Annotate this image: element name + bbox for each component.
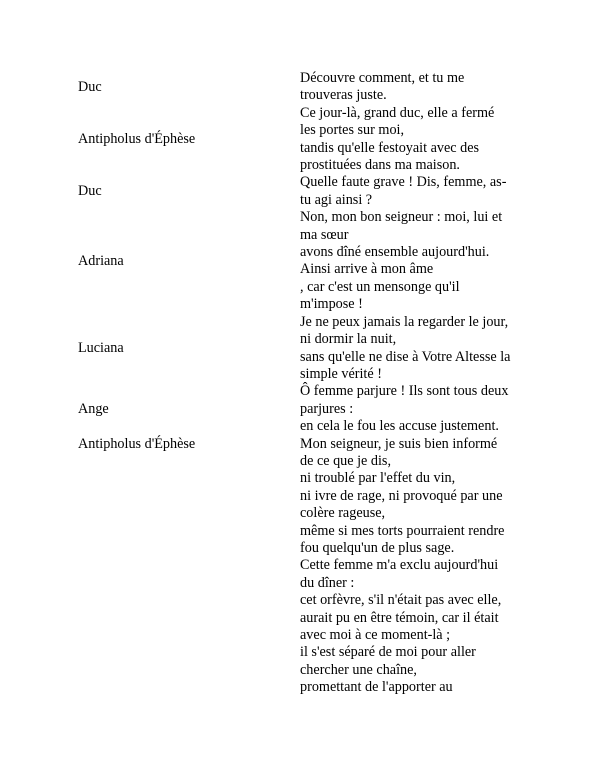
dialogue-row <box>78 314 538 384</box>
speech-line: ni troublé par l'effet du vin, <box>300 470 456 487</box>
speaker-name: Luciana <box>78 340 124 356</box>
dialogue-table <box>78 70 538 697</box>
speech-line: parjures : <box>300 400 354 417</box>
speech-line: ni dormir la nuit, <box>300 331 397 348</box>
speech-text <box>300 314 536 384</box>
speech-line: il s'est séparé de moi pour aller <box>300 644 476 661</box>
speech-line: m'impose ! <box>300 296 363 313</box>
speaker-name: Antipholus d'Éphèse <box>78 131 196 148</box>
speech-line: même si mes torts pourraient rendre <box>300 522 505 539</box>
speech-text <box>300 174 536 209</box>
speech-text <box>300 383 536 435</box>
speech-line: Ainsi arrive à mon âme <box>300 261 434 278</box>
speech-line: Je ne peux jamais la regarder le jour, <box>300 313 509 330</box>
speech-line: tandis qu'elle festoyait avec des <box>300 139 480 156</box>
speech-text <box>300 209 536 313</box>
speech-line: cet orfèvre, s'il n'était pas avec elle, <box>300 592 502 609</box>
dialogue-row <box>78 174 538 209</box>
dialogue-row <box>78 105 538 175</box>
speech-line: de ce que je dis, <box>300 452 391 469</box>
dialogue-row <box>78 436 538 697</box>
speech-line: avons dîné ensemble aujourd'hui. <box>300 244 490 261</box>
speech-line: Non, mon bon seigneur : moi, lui et <box>300 209 503 226</box>
speech-line: ma sœur <box>300 226 349 243</box>
speech-line: chercher une chaîne, <box>300 661 417 678</box>
speech-line: Mon seigneur, je suis bien informé <box>300 435 498 452</box>
dialogue-row <box>78 383 538 435</box>
speaker-name: Antipholus d'Éphèse <box>78 435 196 452</box>
speech-line: Quelle faute grave ! Dis, femme, as- <box>300 174 507 191</box>
speech-line: en cela le fou les accuse justement. <box>300 418 499 435</box>
speech-line: colère rageuse, <box>300 505 386 522</box>
speech-line: simple vérité ! <box>300 365 382 382</box>
speech-line: avec moi à ce moment-là ; <box>300 627 451 643</box>
speech-line: aurait pu en être témoin, car il était <box>300 609 499 626</box>
speaker-name: Adriana <box>78 252 124 269</box>
speech-line: promettant de l'apporter au <box>300 679 453 696</box>
speech-line: les portes sur moi, <box>300 122 405 139</box>
speech-line: du dîner : <box>300 574 355 591</box>
speech-line: sans qu'elle ne dise à Votre Altesse la <box>300 348 511 365</box>
speech-text <box>300 70 536 105</box>
speech-line: tu agi ainsi ? <box>300 191 373 208</box>
speech-text <box>300 105 536 175</box>
speaker-name: Ange <box>78 400 109 417</box>
speech-line: fou quelqu'un de plus sage. <box>300 539 455 556</box>
speech-text <box>300 436 536 697</box>
speech-line: Ce jour-là, grand duc, elle a fermé <box>300 104 495 121</box>
speaker-name: Duc <box>78 78 102 95</box>
speaker-name: Duc <box>78 183 102 200</box>
dialogue-row <box>78 70 538 105</box>
speech-line: Découvre comment, et tu me <box>300 70 465 86</box>
speech-line: , car c'est un mensonge qu'il <box>300 278 460 295</box>
speech-line: Ô femme parjure ! Ils sont tous deux <box>300 383 509 400</box>
dialogue-row <box>78 209 538 313</box>
speech-line: trouveras juste. <box>300 87 387 104</box>
speech-line: Cette femme m'a exclu aujourd'hui <box>300 557 499 574</box>
speech-line: ni ivre de rage, ni provoqué par une <box>300 487 503 504</box>
speech-line: prostituées dans ma maison. <box>300 157 460 174</box>
